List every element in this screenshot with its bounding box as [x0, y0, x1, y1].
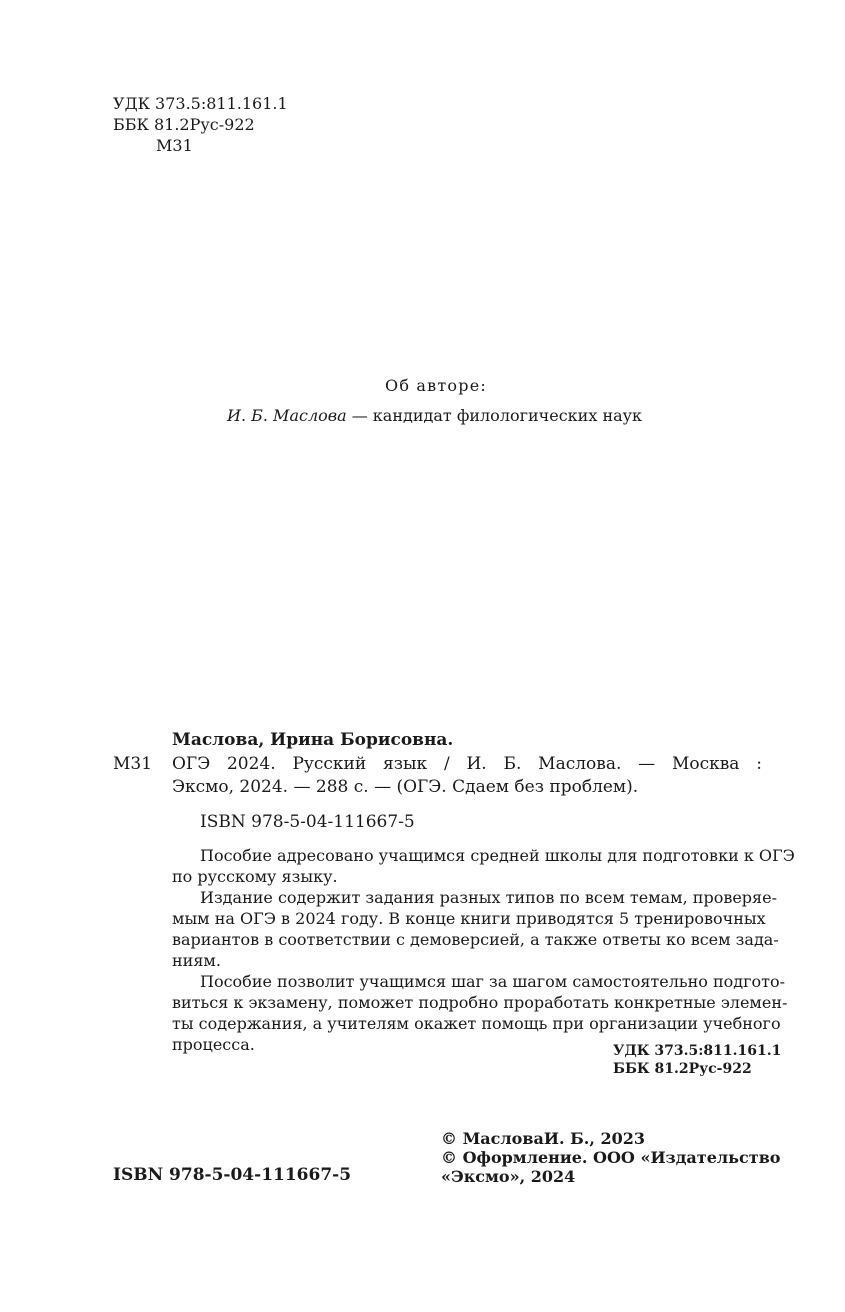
footer-isbn: ISBN 978-5-04-111667-5 [113, 1165, 352, 1185]
bbk-code: ББК 81.2Рус-922 [113, 115, 255, 134]
about-author-line [227, 405, 642, 426]
catalog-title-line-1 [172, 754, 762, 775]
title-word: Русский [292, 754, 367, 774]
annotation-paragraph-2 [172, 887, 779, 971]
about-author-name: И. Б. Маслова [227, 406, 347, 425]
catalog-author-mark: М31 [113, 754, 153, 774]
title-word: : [756, 754, 762, 774]
title-word: Маслова. [538, 754, 622, 774]
catalog-isbn: ISBN 978-5-04-111667-5 [200, 812, 415, 832]
about-author-description: — кандидат филологических наук [346, 406, 643, 425]
title-word: Москва [671, 754, 740, 774]
catalog-author: Маслова, Ирина Борисовна. [172, 730, 454, 750]
title-word: язык [383, 754, 428, 774]
title-word: 2024. [226, 754, 276, 774]
title-word: / [443, 754, 450, 774]
catalog-bbk-code: ББК 81.2Рус-922 [613, 1061, 752, 1077]
catalog-title-line-2: Эксмо, 2024. — 288 с. — (ОГЭ. Сдаем без проблем). [172, 777, 639, 797]
paragraph-line: по русскому языку. [172, 867, 338, 886]
copyright-line: © МасловаИ. Б., 2023 [441, 1129, 645, 1148]
catalog-udk-code: УДК 373.5:811.161.1 [613, 1043, 782, 1059]
paragraph-line: ниям. [172, 951, 221, 970]
about-author-label: Об авторе: [385, 376, 487, 395]
udk-code: УДК 373.5:811.161.1 [113, 94, 288, 113]
paragraph-line: процесса. [172, 1035, 255, 1054]
title-word: — [638, 754, 656, 774]
annotation-paragraph-1 [172, 845, 795, 887]
title-word: Б. [503, 754, 522, 774]
paragraph-line: Пособие позволит учащимся шаг за шагом самостоятельно подгото- [200, 972, 786, 991]
paragraph-line: ты содержания, а учителям окажет помощь при организации учебного [172, 1014, 781, 1033]
title-word: И. [466, 754, 487, 774]
paragraph-line: Издание содержит задания разных типов по всем темам, проверяе- [200, 888, 778, 907]
copyright-line: «Эксмо», 2024 [441, 1167, 576, 1186]
paragraph-line: вариантов в соответствии с демоверсией, а также ответы ко всем зада- [172, 930, 779, 949]
title-word: ОГЭ [172, 754, 211, 774]
paragraph-line: Пособие адресовано учащимся средней школы для подготовки к ОГЭ [200, 846, 795, 865]
paragraph-line: мым на ОГЭ в 2024 году. В конце книги приводятся 5 тренировочных [172, 909, 766, 928]
paragraph-line: виться к экзамену, поможет подробно проработать конкретные элемен- [172, 993, 788, 1012]
copyright-line: © Оформление. ООО «Издательство [441, 1148, 781, 1167]
author-mark: М31 [156, 136, 193, 155]
